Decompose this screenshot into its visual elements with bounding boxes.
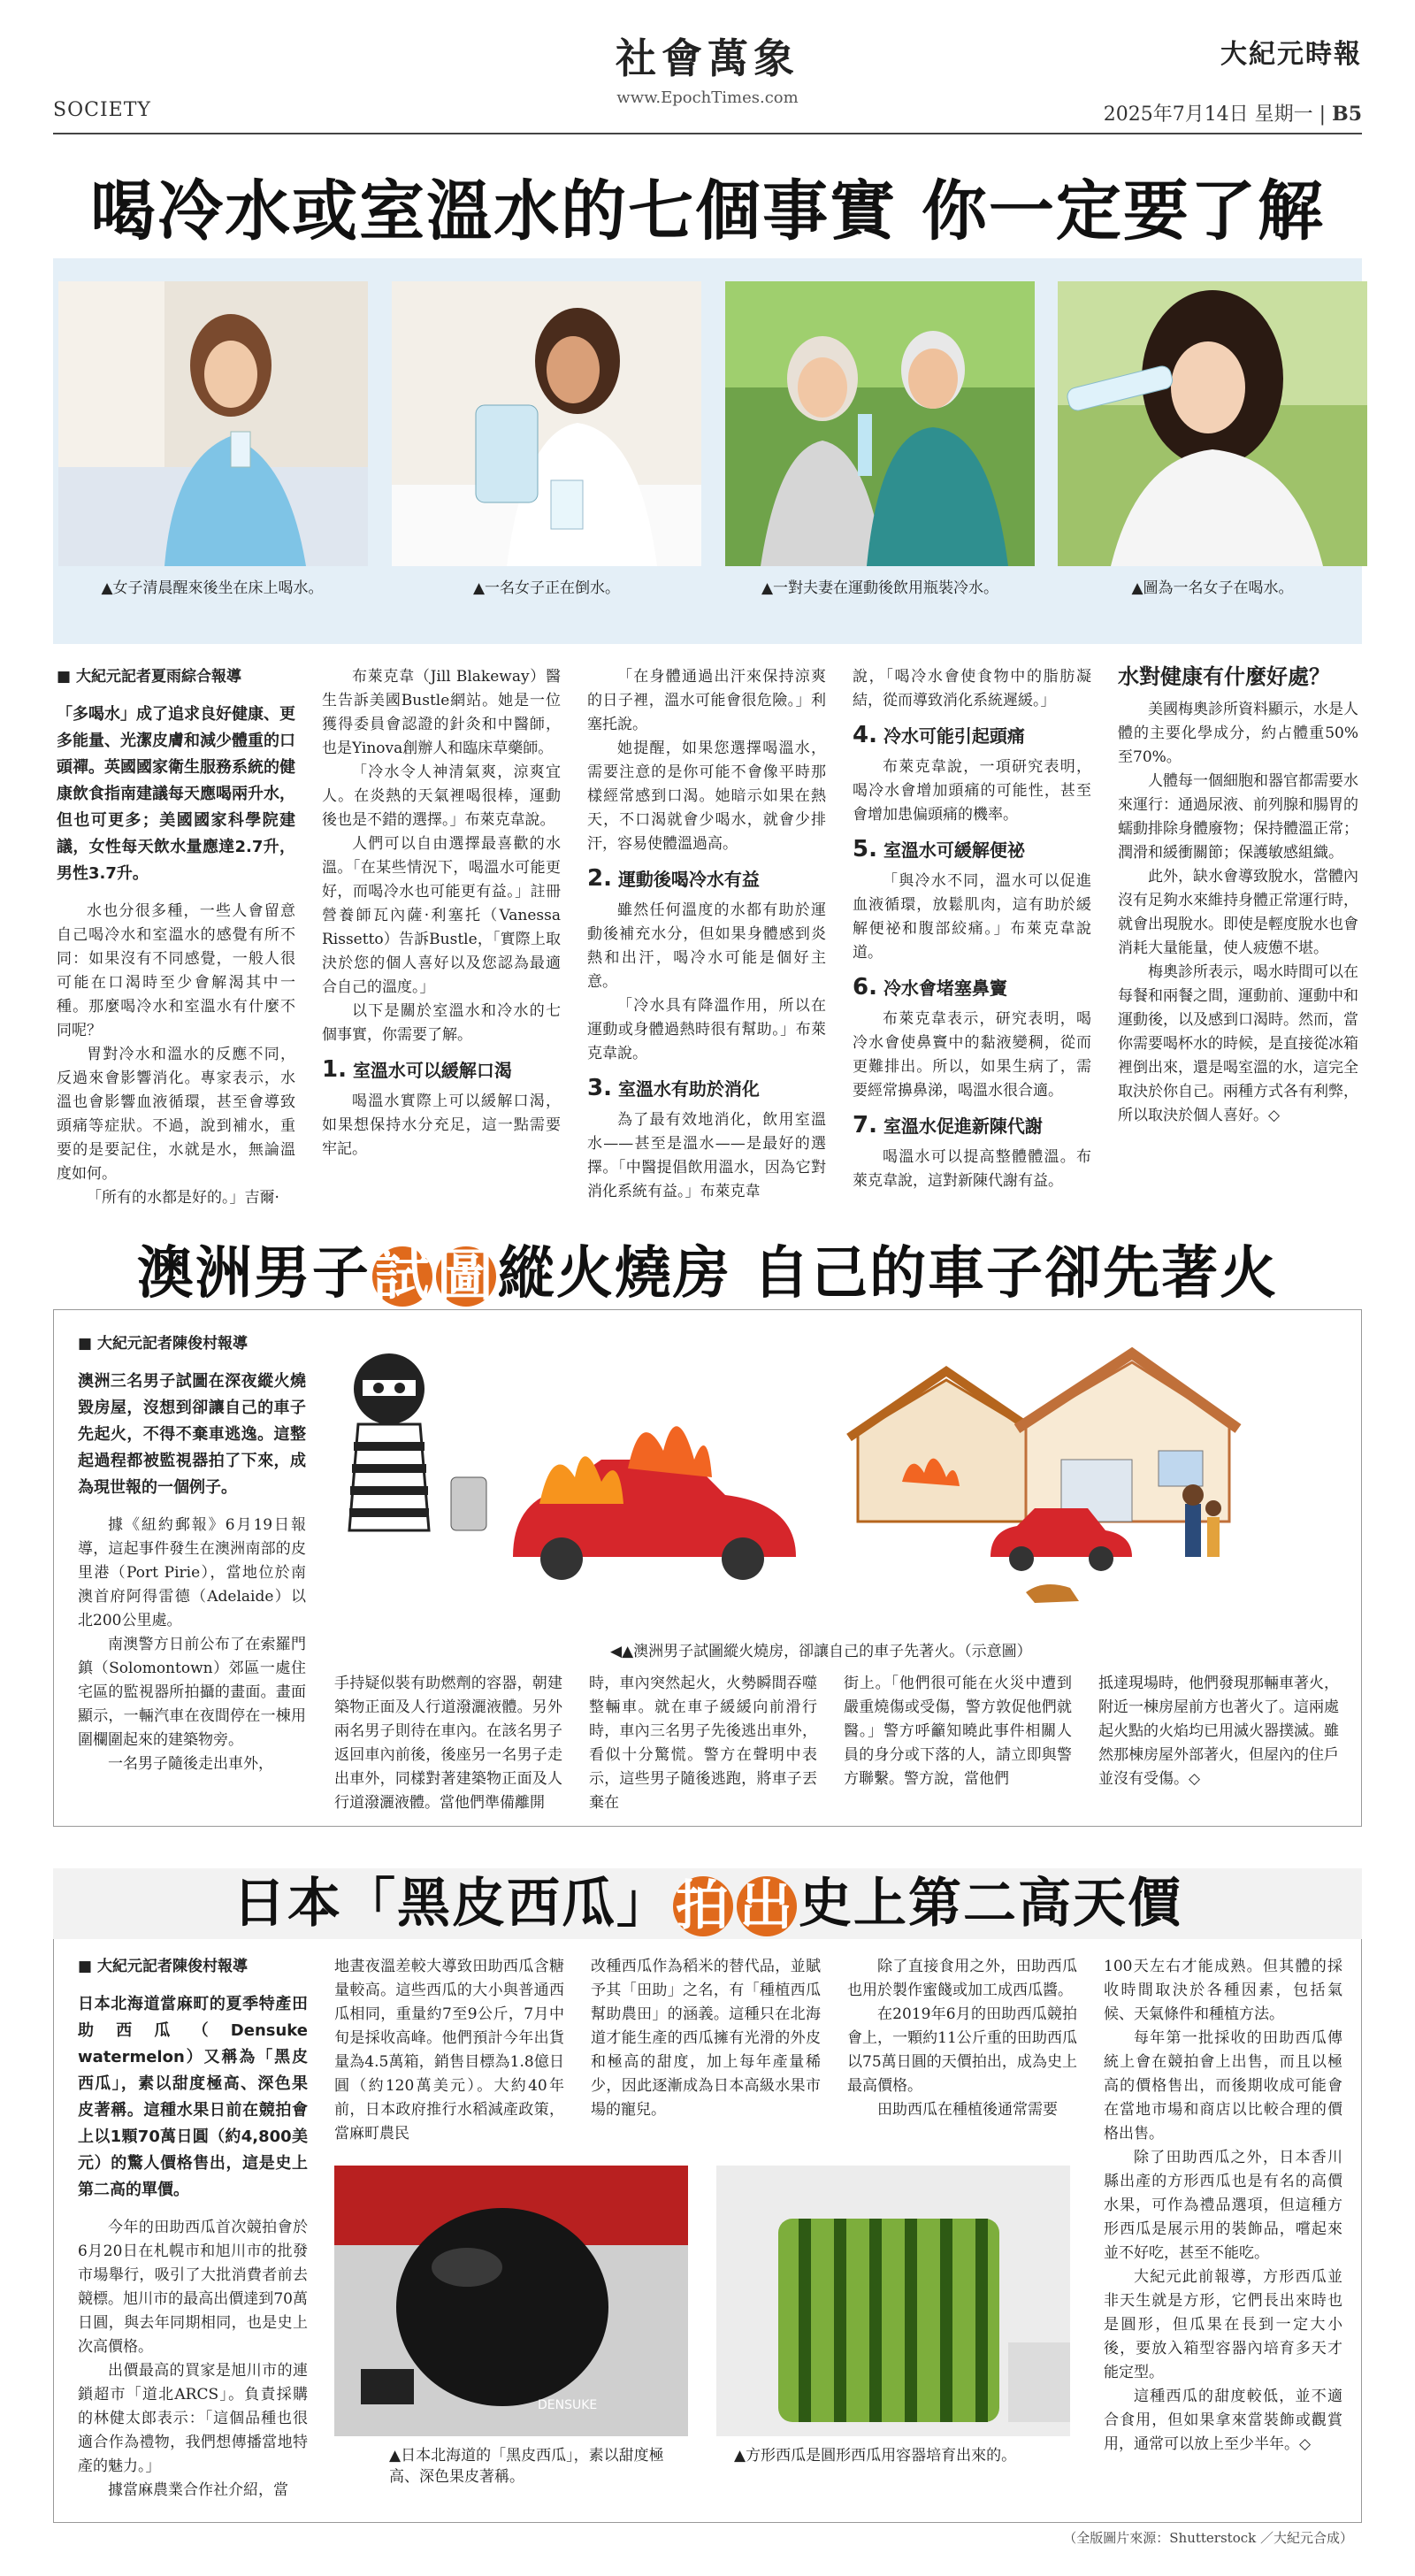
subhead-2: 2. 運動後喝冷水有益 [587, 865, 760, 892]
section-label: SOCIETY [53, 99, 151, 121]
paragraph: 「冷水令人神清氣爽，涼爽宜人。在炎熱的天氣裡喝很棒，運動後也是不錯的選擇。」布萊克韋說。 [322, 763, 561, 829]
article2-headline: 澳洲男子試圖縱火燒房 自己的車子卻先著火 [136, 1241, 1279, 1310]
byline: ■ 大紀元記者陳俊村報導 [78, 1332, 306, 1356]
paragraph: 為了最有效地消化，飲用室溫水——甚至是溫水——是最好的選擇。「中醫提倡飲用溫水，因為它對消化系統有益。」布萊克韋 [587, 1111, 826, 1200]
paragraph: 除了田助西瓜之外，日本香川縣出產的方形西瓜也是有名的高價水果，可作為禮品選項，但這種方形西瓜是展示用的裝飾品，嚐起來並不好吃，甚至不能吃。 [1104, 2149, 1342, 2262]
article1-col1 [57, 665, 295, 1210]
section-title: 社會萬象 [616, 34, 799, 82]
paper-logo: 大紀元時報 [1220, 39, 1362, 70]
article3-col4 [847, 1955, 1077, 2122]
paragraph: 除了直接食用之外，田助西瓜也用於製作蜜餞或加工成西瓜醬。 [847, 1958, 1077, 1999]
article2-col3 [589, 1672, 817, 1815]
paragraph: 雖然任何溫度的水都有助於運動後補充水分，但如果身體感到炎熱和出汗，喝冷水可能是個好主意。 [587, 901, 826, 991]
paragraph: 改種西瓜作為稻米的替代品，並賦予其「田助」之名，有「種植西瓜幫助農田」的涵義。這種只在北海道才能生產的西瓜擁有光滑的外皮和極高的甜度，加上每年產量稀少，因此逐漸成為日本高級水果市場的寵兒。 [591, 1958, 821, 2119]
subhead-7: 7. 室溫水促進新陳代謝 [853, 1112, 1043, 1138]
masthead [53, 27, 1362, 150]
article3-headline: 日本「黑皮西瓜」拍 出史上第二高天價 [233, 1873, 1182, 1938]
paragraph: 「所有的水都是好的。」吉爾· [87, 1189, 279, 1207]
headline-circle: 試 [372, 1244, 432, 1310]
paragraph: 大紀元此前報導，方形西瓜並非天生就是方形，它們長出來時也是圓形，但瓜果在長到一定大小後，要放入箱型容器內培育多天才能定型。 [1104, 2268, 1342, 2381]
densuke-label: DENSUKE [538, 2398, 598, 2412]
paragraph: 人們可以自由選擇最喜歡的水溫。「在某些情況下，喝溫水可能更好，而喝冷水也可能更有益。」註冊營養師瓦內薩·利塞托（Vanessa Rissetto）告訴Bustle，「實際上取決於您的個人喜好以及您認為最適合自己的溫度。」 [322, 835, 561, 996]
paragraph: 美國梅奧診所資料顯示，水是人體的主要化學成分，約占體重50%至70%。 [1118, 701, 1358, 766]
sidebar-heading: 水對健康有什麼好處？ [1118, 664, 1330, 689]
site-url[interactable]: www.EpochTimes.com [616, 88, 799, 107]
byline: ■ 大紀元記者陳俊村報導 [78, 1955, 308, 1979]
lead-paragraph: 澳洲三名男子試圖在深夜縱火燒毀房屋，沒想到卻讓自己的車子先起火，不得不棄車逃逸。這整起過程都被監視器拍了下來，成為現世報的一個例子。 [78, 1372, 306, 1497]
paragraph: 布萊克韋說，一項研究表明，喝冷水會增加頭痛的可能性，甚至會增加患偏頭痛的機率。 [853, 758, 1091, 824]
paragraph: 胃對冷水和溫水的反應不同，反過來會影響消化。專家表示，水溫也會影響血液循環，甚至會導致頭痛等症狀。不過，說到補水，重要的是要記住，水就是水，無論溫度如何。 [57, 1046, 295, 1183]
paragraph: 在2019年6月的田助西瓜競拍會上，一顆約11公斤重的田助西瓜以75萬日圓的天價拍出，成為史上最高價格。 [847, 2005, 1077, 2095]
headline-circle: 出 [737, 1876, 797, 1936]
photo-woman-pouring [392, 281, 701, 566]
photo-woman-bed [58, 281, 368, 566]
paragraph: 喝溫水可以提高整體體溫。布萊克韋說，這對新陳代謝有益。 [853, 1148, 1091, 1190]
paragraph: 布萊克韋（Jill Blakeway）醫生告訴美國Bustle網站。她是一位獲得委員會認證的針灸和中醫師，也是Yinova創辦人和臨床草藥師。 [322, 668, 561, 757]
headline-circle: 拍 [673, 1876, 733, 1936]
article3-col2 [334, 1955, 564, 2146]
paragraph: 地晝夜溫差較大導致田助西瓜含糖量較高。這些西瓜的大小與普通西瓜相同，重量約7至9公斤，7月中旬是採收高峰。他們預計今年出貨量為4.5萬箱，銷售目標為1.8億日圓（約120萬美元）。大約40年前，日本政府推行水稻減產政策，當麻町農民 [334, 1958, 564, 2143]
paragraph: 街上。「他們很可能在火災中遭到嚴重燒傷或受傷，警方敦促他們就醫。」警方呼籲知曉此事件相關人員的身分或下落的人，請立即與警方聯繫。警方說，當他們 [844, 1675, 1072, 1788]
paragraph: 田助西瓜在種植後通常需要 [877, 2101, 1058, 2119]
paragraph: 每年第一批採收的田助西瓜傳統上會在競拍會上出售，而且以極高的價格售出，而後期收成可能會在當地市場和商店以比較合理的價格出售。 [1104, 2029, 1342, 2143]
issue-date: 2025年7月14日 星期一 | B5 [1103, 103, 1362, 126]
image-credit: （全版圖片來源：Shutterstock ／大紀元合成） [1063, 2530, 1353, 2546]
paragraph: 「在身體通過出汗來保持涼爽的日子裡，溫水可能會很危險。」利塞托說。 [587, 668, 826, 733]
page-number: B5 [1332, 103, 1362, 126]
paragraph: 人體每一個細胞和器官都需要水來運行：通過尿液、前列腺和腸胃的蠕動排除身體廢物；保持體溫正常；潤滑和緩衝關節；保護敏感組織。 [1118, 772, 1358, 862]
subhead-1: 1. 室溫水可以緩解口渴 [322, 1056, 512, 1083]
paragraph: 手持疑似裝有助燃劑的容器，朝建築物正面及人行道潑灑液體。另外兩名男子則待在車內。在該名男子返回車內前後，後座另一名男子走出車外，同樣對著建築物正面及人行道潑灑液體。當他們準備離開 [334, 1675, 562, 1812]
paragraph: 100天左右才能成熟。但其體的採收時間取決於各種因素，包括氣候、天氣條件和種植方法。 [1104, 1958, 1342, 2023]
paragraph: 一名男子隨後走出車外， [108, 1755, 273, 1773]
article1-headline: 喝冷水或室溫水的七個事實 你一定要了解 [90, 173, 1325, 249]
paragraph: 時，車內突然起火，火勢瞬間吞噬整輛車。就在車子緩緩向前滑行時，車內三名男子先後逃出車外，看似十分驚慌。警方在聲明中表示，這些男子隨後逃跑，將車子丟棄在 [589, 1675, 817, 1812]
paragraph: 喝溫水實際上可以緩解口渴，如果想保持水分充足，這一點需要牢記。 [322, 1092, 561, 1158]
article2-caption: ◀▲澳洲男子試圖縱火燒房，卻讓自己的車子先著火。（示意圖） [610, 1643, 1032, 1660]
photo-black-watermelon [334, 2166, 688, 2436]
lead-paragraph: 日本北海道當麻町的夏季特產田助西瓜（Densuke watermelon）又稱為「黑皮西瓜」，素以甜度極高、深色果皮著稱。這種水果日前在競拍會上以1顆70萬日圓（約4,800美元）的驚人價格售出，這是史上第二高的單價。 [78, 1995, 308, 2199]
photo-caption: ▲女子清晨醒來後坐在床上喝水。 [101, 579, 324, 597]
masthead-rule [53, 133, 1362, 134]
paragraph: 「冷水具有降溫作用，所以在運動或身體過熱時很有幫助。」布萊克韋說。 [587, 997, 826, 1062]
photo-caption: ▲日本北海道的「黑皮西瓜」，素以甜度極高、深色果皮著稱。 [389, 2447, 664, 2486]
article1-col5 [1118, 665, 1358, 1128]
photo-caption: ▲一對夫妻在運動後飲用瓶裝冷水。 [761, 579, 999, 597]
article2-col5 [1098, 1672, 1339, 1791]
article3-col3 [591, 1955, 821, 2122]
paragraph: 布萊克韋表示，研究表明，喝冷水會使鼻竇中的黏液變稠，從而更難排出。所以，如果生病了，需要經常擤鼻涕，喝溫水很合適。 [853, 1010, 1091, 1100]
article1-col3 [587, 665, 826, 1204]
photo-caption: ▲圖為一名女子在喝水。 [1131, 579, 1294, 597]
paragraph: 以下是關於室溫水和冷水的七個事實，你需要了解。 [322, 1002, 561, 1044]
paragraph: 說，「喝冷水會使食物中的脂肪凝結，從而導致消化系統遲緩。」 [853, 668, 1091, 709]
byline: ■ 大紀元記者夏雨綜合報導 [57, 665, 295, 689]
paragraph: 此外，缺水會導致脫水，當體內沒有足夠水來維持身體正常運行時，就會出現脫水。即使是輕度脫水也會消耗大量能量，使人疲憊不堪。 [1118, 868, 1358, 957]
subhead-3: 3. 室溫水有助於消化 [587, 1075, 760, 1101]
photo-couple-exercise [725, 281, 1035, 566]
headline-circle: 圖 [436, 1244, 495, 1310]
arson-illustration [336, 1327, 1344, 1628]
article3-col5 [1104, 1955, 1342, 2457]
article2-col2 [334, 1672, 562, 1815]
photo-caption: ▲一名女子正在倒水。 [472, 579, 621, 597]
paragraph: 這種西瓜的甜度較低，並不適合食用，但如果拿來當裝飾或觀賞用，通常可以放上至少半年。◇ [1104, 2388, 1342, 2453]
article1-photo-band [53, 258, 1362, 644]
paragraph: 據《紐約郵報》6月19日報導，這起事件發生在澳洲南部的皮里港（Port Pirie），當地位於南澳首府阿得雷德（Adelaide）以北200公里處。 [78, 1516, 306, 1629]
photo-caption: ▲方形西瓜是圓形西瓜用容器培育出來的。 [734, 2447, 1017, 2465]
paragraph: 抵達現場時，他們發現那輛車著火，附近一棟房屋前方也著火了。這兩處起火點的火焰均已用滅火器撲滅。雖然那棟房屋外部著火，但屋內的住戶並沒有受傷。◇ [1098, 1675, 1339, 1788]
article1-col4 [853, 665, 1091, 1193]
article1-col2 [322, 665, 561, 1162]
photo-square-watermelon [716, 2166, 1070, 2436]
article2-col1 [78, 1332, 306, 1776]
paragraph: 水也分很多種，一些人會留意自己喝冷水和室溫水的感覺有所不同：如果沒有不同感覺，一般人很可能在口渴時至少會解渴其中一種。那麼喝冷水和室溫水有什麼不同呢？ [57, 902, 295, 1039]
photo-woman-drinking [1058, 281, 1367, 566]
paragraph: 她提醒，如果您選擇喝溫水，需要注意的是你可能不會像平時那樣經常感到口渴。她暗示如果在熱天，不口渴就會少喝水，就會少排汗，容易使體溫過高。 [587, 740, 826, 853]
paragraph: 梅奧診所表示，喝水時間可以在每餐和兩餐之間，運動前、運動中和運動後，以及感到口渴時。然而，當你需要喝杯水的時候，是直接從冰箱裡倒出來，還是喝室溫的水，這完全取決於你自己。兩種方式各有利弊，所以取決於個人喜好。◇ [1118, 963, 1358, 1124]
paragraph: 出價最高的買家是旭川市的連鎖超市「道北ARCS」。負責採購的林健太郎表示：「這個品種也很適合作為禮物，我們想傳播當地特產的魅力。」 [78, 2362, 308, 2475]
paragraph: 南澳警方日前公布了在索羅門鎮（Solomontown）郊區一處住宅區的監視器所拍攝的畫面。畫面顯示，一輛汽車在夜間停在一棟用圍欄圍起來的建築物旁。 [78, 1636, 306, 1749]
lead-paragraph: 「多喝水」成了追求良好健康、更多能量、光潔皮膚和減少體重的口頭禪。英國國家衛生服務系統的健康飲食指南建議每天應喝兩升水，但也可更多；美國國家科學院建議，女性每天飲水量應達2.7升，男性3.7升。 [57, 705, 295, 883]
paragraph: 據當麻農業合作社介紹，當 [108, 2481, 288, 2499]
subhead-4: 4. 冷水可能引起頭痛 [853, 722, 1025, 748]
article2-col4 [844, 1672, 1072, 1791]
paragraph: 「與冷水不同，溫水可以促進血液循環，放鬆肌肉，這有助於緩解便祕和腹部絞痛。」布萊克韋說道。 [853, 872, 1091, 962]
subhead-5: 5. 室溫水可緩解便祕 [853, 836, 1025, 862]
article3-col1 [78, 1955, 308, 2503]
paragraph: 今年的田助西瓜首次競拍會於6月20日在札幌市和旭川市的批發市場舉行，吸引了大批消費者前去競標。旭川市的最高出價達到70萬日圓，與去年同期相同，也是史上次高價格。 [78, 2219, 308, 2356]
subhead-6: 6. 冷水會堵塞鼻竇 [853, 974, 1007, 1000]
